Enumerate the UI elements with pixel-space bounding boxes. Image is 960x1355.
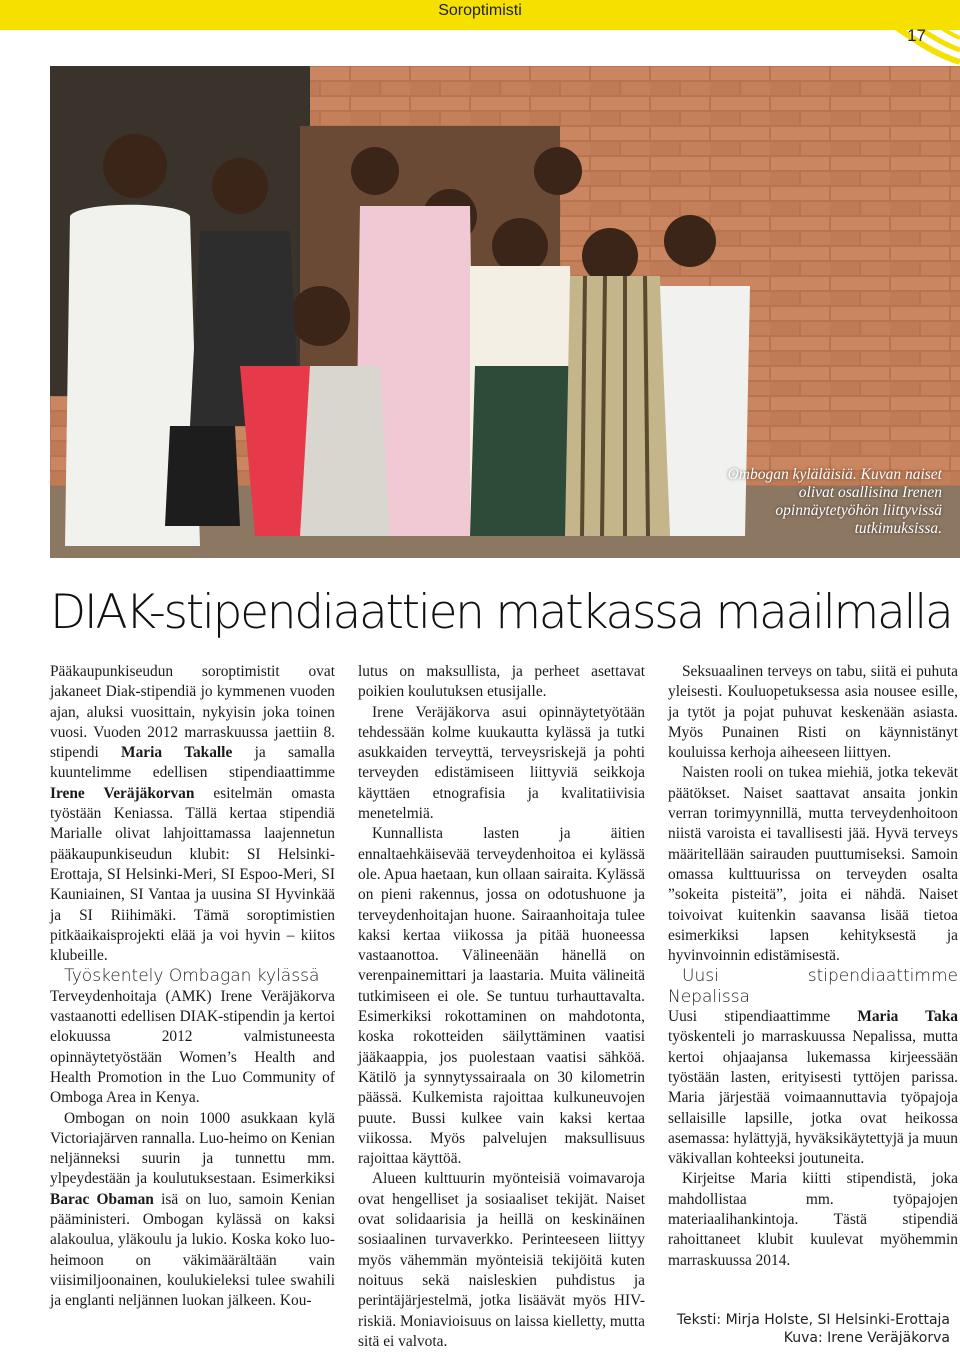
- paragraph: Irene Veräjäkorva asui opinnäytetyötään tehdessään kolme kuukautta kylässä ja tutki asukkaiden terveyttä, terveysriskejä ja pohti terveyden edistämiseen liittyviä seikkoja käyttäen etnografisia ja kvalitatiivisia menetelmiä.: [358, 703, 645, 823]
- paragraph: Terveydenhoitaja (AMK) Irene Veräjäkorva vastaanotti edellisen DIAK-stipendin ja kertoi elokuussa 2012 valmistuneesta opinnäytetyöstään Women’s Health and Health Promotion in the Luo Community of Omboga Area in Kenya.: [50, 987, 335, 1107]
- section-label: Soroptimisti: [438, 2, 522, 19]
- paragraph: Pääkaupunkiseudun soroptimistit ovat jakaneet Diak-stipendiä jo kymmenen vuoden ajan, aluksi vuosittain, nykyisin joka toinen vuosi. Vuoden 2012 marraskuussa jaettiin 8. stipendi Maria Takalle ja samalla kuuntelimme edellisen stipendiaattimme Irene Veräjäkorvan esitelmän omasta työstään Keniassa. Tällä kertaa stipendiä Marialle olivat lahjoittamassa laajennetun pääkaupunkiseudun klubit: SI Helsinki-Erottaja, SI Helsinki-Meri, SI Espoo-Meri, SI Kauniainen, SI Vantaa ja uusina SI Hyvinkää ja SI Riihimäki. Tämä soroptimistien pitkäaikaisprojekti elää ja voi hyvin – kiitos klubeille.: [50, 663, 335, 965]
- article-title: DIAK-stipendiaattien matkassa maailmalla: [50, 585, 952, 640]
- paragraph: Ombogan on noin 1000 asukkaan kylä Victoriajärven rannalla. Luo-heimo on Kenian neljänneksi suurin ja tunnettu mm. ylpeydestään ja koulutuksestaan. Esimerkiksi Barac Obaman isä on luo, samoin Kenian pääministeri. Ombogan kylässä on kaksi alakoulua, yläkoulu ja lukio. Koska koko luo-heimoon on väkimäärältään vain viisimiljoonainen, koulukieleksi tulee swahili ja englanti neljännen luokan jälkeen. Kou-: [50, 1109, 335, 1310]
- paragraph: Kunnallista lasten ja äitien ennaltaehkäisevää terveydenhoitoa ei kylässä ole. Apua haetaan, kun ollaan sairaita. Kylässä on pieni rakennus, jossa on odotushuone ja terveydenhoitajan huone. Sairaanhoitaja tulee kaksi kertaa viikossa ja pitää huoneessa vastaanottoa. Välineenään hänellä on verenpainemittari ja laastaria. Muita välineitä tutkimiseen ei ole. Se tuntuu turhauttavalta. Esimerkiksi rokottaminen on mahdotonta, koska rokotteiden säilyttäminen vaatisi jääkaappia, jos puolestaan vaatisi sähköä. Kätilö ja synnytyssairaala on 30 kilometrin päässä. Kulkemista rajoittaa kulkuneuvojen puute. Bussi kulkee vain kaksi kertaa viikossa. Myös palvelujen maksullisuus rajoittaa käyttöä.: [358, 825, 645, 1168]
- paragraph: Kirjeitse Maria kiitti stipendistä, joka mahdollistaa mm. työpajojen materiaalihankintoja. Tästä stipendiä rahoittaneet klubit kuulevat myöhemmin marraskuussa 2014.: [668, 1170, 958, 1269]
- article-credits: [677, 1311, 950, 1347]
- article-column-3: [668, 662, 958, 1271]
- paragraph: Naisten rooli on tukea miehiä, jotka tekevät päätökset. Naiset saattavat ansaita jonkin verran torimyynnillä, mutta terveydenhoitoon niistä varoista ei tavallisesti jää. Hyvä terveys määritellään sairauden puuttumiseksi. Samoin omassa kulttuurissa on terveyden osalta ”sokeita pisteitä”, joita ei nähdä. Naiset toivoivat kuitenkin saavansa lisää tietoa esimerkiksi lapsen kehityksestä ja hyvinvoinnin edistämisestä.: [668, 764, 958, 965]
- paragraph: Alueen kulttuurin myönteisiä voimavaroja ovat hengelliset ja sosiaaliset tekijät. Naiset ovat solidaarisia ja heillä on keskinäinen sosiaalinen turvaverkko. Perinteeseen liittyy myös vähemmän myönteisiä tekijöitä kuten noituus sekä naisleskien puhdistus ja perintäjärjestelmä, jotka lisäävät myös HIV-riskiä. Moniavioisuus on laissa kielletty, mutta sitä ei valvota.: [358, 1170, 645, 1350]
- paragraph: Uusi stipendiaattimme Maria Taka työskenteli jo marraskuussa Nepalissa, mutta kertoi ohjaajansa lukemassa kirjeessään työstään lasten, erityisesti tyttöjen parissa. Maria järjestää voimaannuttavia työpajoja sellaisille lapsille, jotka ovat heikossa asemassa: hylättyjä, hyväksikäytettyjä ja muun väkivallan kohteeksi joutuneita.: [668, 1008, 958, 1168]
- paragraph: Seksuaalinen terveys on tabu, siitä ei puhuta yleisesti. Kouluopetuksessa asia nousee esille, ja tytöt ja pojat puhuvat keskenään asiasta. Myös Punainen Risti on käynnistänyt kouluissa kerhoja aiheeseen liittyen.: [668, 663, 958, 762]
- paragraph: lutus on maksullista, ja perheet asettavat poikien koulutuksen etusijalle.: [358, 663, 645, 701]
- subheading: Uusi stipendiaattimme Nepalissa: [668, 966, 958, 1007]
- text-credit: Teksti: Mirja Holste, SI Helsinki-Erottaja: [676, 1312, 950, 1328]
- article-column-2: [358, 662, 645, 1352]
- photo-credit: Kuva: Irene Veräjäkorva: [783, 1330, 950, 1346]
- photo-caption: Ombogan kyläläisiä. Kuvan naiset olivat osallisina Irenen opinnäytetyöhön liittyvissä tutkimuksissa.: [727, 466, 942, 537]
- article-column-1: [50, 662, 335, 1312]
- subheading: Työskentely Ombagan kylässä: [64, 966, 320, 987]
- page-number: 17: [907, 26, 926, 45]
